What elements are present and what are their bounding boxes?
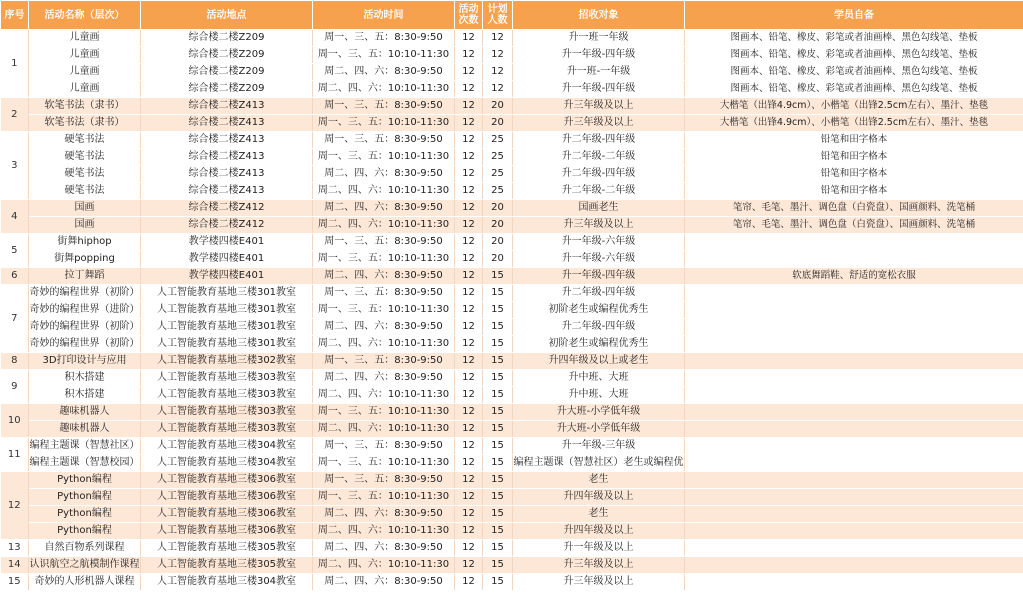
cell-capacity: 15 (483, 353, 513, 370)
cell-activity-name: 儿童画 (29, 47, 141, 64)
table-row (1, 472, 1023, 489)
cell-target: 升一年级-六年级 (513, 234, 685, 251)
row-index: 11 (1, 438, 29, 472)
cell-sessions: 12 (455, 455, 483, 472)
cell-activity-name: 街舞hiphop (29, 234, 141, 251)
table-row (1, 64, 1023, 81)
cell-sessions: 12 (455, 132, 483, 149)
cell-capacity: 25 (483, 132, 513, 149)
cell-materials (685, 387, 1023, 404)
cell-capacity: 15 (483, 455, 513, 472)
cell-time: 周一、三、五：10:10-11:30 (313, 404, 455, 421)
cell-activity-name: 国画 (29, 217, 141, 234)
cell-time: 周二、四、六：8:30-9:50 (313, 64, 455, 81)
cell-capacity: 15 (483, 489, 513, 506)
cell-materials (685, 353, 1023, 370)
row-index: 8 (1, 353, 29, 370)
cell-target: 升三年级及以上 (513, 115, 685, 132)
table-row (1, 200, 1023, 217)
cell-sessions: 12 (455, 234, 483, 251)
cell-target: 老生 (513, 472, 685, 489)
cell-location: 人工智能教育基地三楼305教室 (141, 540, 313, 557)
cell-sessions: 12 (455, 98, 483, 115)
cell-capacity: 15 (483, 574, 513, 591)
cell-activity-name: 认识航空之航模制作课程 (29, 557, 141, 574)
cell-target: 升四年级及以上 (513, 489, 685, 506)
table-row (1, 251, 1023, 268)
row-index: 7 (1, 285, 29, 353)
row-index: 2 (1, 98, 29, 132)
cell-activity-name: 趣味机器人 (29, 404, 141, 421)
header-materials: 学员自备 (685, 1, 1023, 30)
cell-time: 周二、四、六：10:10-11:30 (313, 81, 455, 98)
table-row (1, 523, 1023, 540)
cell-activity-name: 趣味机器人 (29, 421, 141, 438)
cell-time: 周一、三、五：8:30-9:50 (313, 132, 455, 149)
row-index: 14 (1, 557, 29, 574)
cell-target: 升一班-一年级 (513, 64, 685, 81)
cell-activity-name: 3D打印设计与应用 (29, 353, 141, 370)
cell-capacity: 12 (483, 64, 513, 81)
cell-materials (685, 438, 1023, 455)
cell-time: 周二、四、六：10:10-11:30 (313, 336, 455, 353)
cell-sessions: 12 (455, 557, 483, 574)
cell-sessions: 12 (455, 438, 483, 455)
cell-materials (685, 370, 1023, 387)
cell-location: 人工智能教育基地三楼303教室 (141, 370, 313, 387)
cell-materials (685, 506, 1023, 523)
cell-capacity: 25 (483, 149, 513, 166)
cell-time: 周一、三、五：8:30-9:50 (313, 98, 455, 115)
cell-location: 综合楼二楼Z413 (141, 149, 313, 166)
cell-sessions: 12 (455, 506, 483, 523)
cell-location: 教学楼四楼E401 (141, 268, 313, 285)
table-row (1, 166, 1023, 183)
table-row (1, 353, 1023, 370)
cell-target: 升二年级-二年级 (513, 149, 685, 166)
row-index: 10 (1, 404, 29, 438)
cell-materials (685, 234, 1023, 251)
cell-target: 升二年级-四年级 (513, 319, 685, 336)
cell-capacity: 20 (483, 200, 513, 217)
table-row (1, 506, 1023, 523)
table-row (1, 557, 1023, 574)
cell-location: 人工智能教育基地三楼306教室 (141, 472, 313, 489)
cell-sessions: 12 (455, 319, 483, 336)
cell-target: 升三年级及以上 (513, 98, 685, 115)
cell-materials (685, 404, 1023, 421)
cell-activity-name: Python编程 (29, 506, 141, 523)
table-row (1, 455, 1023, 472)
cell-sessions: 12 (455, 285, 483, 302)
cell-materials: 笔帘、毛笔、墨汁、调色盘（白瓷盘）、国画颜料、洗笔桶 (685, 200, 1023, 217)
cell-target: 升二年级-二年级 (513, 183, 685, 200)
cell-activity-name: 编程主题课（智慧社区） (29, 438, 141, 455)
cell-time: 周二、四、六：8:30-9:50 (313, 506, 455, 523)
cell-time: 周一、三、五：8:30-9:50 (313, 30, 455, 47)
cell-capacity: 15 (483, 319, 513, 336)
cell-target: 升二年级-四年级 (513, 132, 685, 149)
cell-time: 周一、三、五：8:30-9:50 (313, 472, 455, 489)
cell-target: 升一年级-四年级 (513, 81, 685, 98)
cell-location: 人工智能教育基地三楼303教室 (141, 404, 313, 421)
cell-activity-name: 儿童画 (29, 81, 141, 98)
table-row (1, 268, 1023, 285)
cell-sessions: 12 (455, 387, 483, 404)
cell-capacity: 15 (483, 540, 513, 557)
cell-activity-name: Python编程 (29, 489, 141, 506)
cell-sessions: 12 (455, 540, 483, 557)
cell-materials: 铅笔和田字格本 (685, 166, 1023, 183)
table-row (1, 574, 1023, 591)
cell-materials: 大楷笔（出锋4.9cm）、小楷笔（出锋2.5cm左右）、墨汁、垫毯 (685, 98, 1023, 115)
cell-sessions: 12 (455, 353, 483, 370)
cell-location: 人工智能教育基地三楼306教室 (141, 506, 313, 523)
cell-capacity: 15 (483, 336, 513, 353)
cell-activity-name: 国画 (29, 200, 141, 217)
cell-target: 升二年级-四年级 (513, 166, 685, 183)
cell-materials (685, 540, 1023, 557)
table-row (1, 336, 1023, 353)
cell-time: 周二、四、六：8:30-9:50 (313, 370, 455, 387)
cell-activity-name: 街舞popping (29, 251, 141, 268)
cell-materials (685, 523, 1023, 540)
table-row (1, 47, 1023, 64)
cell-sessions: 12 (455, 472, 483, 489)
cell-capacity: 15 (483, 387, 513, 404)
cell-location: 人工智能教育基地三楼302教室 (141, 353, 313, 370)
cell-time: 周二、四、六：10:10-11:30 (313, 387, 455, 404)
cell-time: 周一、三、五：10:10-11:30 (313, 149, 455, 166)
cell-sessions: 12 (455, 251, 483, 268)
cell-materials (685, 302, 1023, 319)
cell-capacity: 20 (483, 234, 513, 251)
cell-target: 升中班、大班 (513, 387, 685, 404)
cell-materials (685, 336, 1023, 353)
cell-activity-name: 编程主题课（智慧校园） (29, 455, 141, 472)
header-index: 序号 (1, 1, 29, 30)
cell-sessions: 12 (455, 166, 483, 183)
table-row (1, 132, 1023, 149)
cell-target: 升四年级及以上或老生 (513, 353, 685, 370)
cell-location: 人工智能教育基地三楼306教室 (141, 523, 313, 540)
cell-activity-name: 硬笔书法 (29, 183, 141, 200)
cell-materials (685, 472, 1023, 489)
cell-location: 综合楼二楼Z412 (141, 217, 313, 234)
cell-materials: 铅笔和田字格本 (685, 183, 1023, 200)
row-index: 13 (1, 540, 29, 557)
table-row (1, 98, 1023, 115)
table-row (1, 540, 1023, 557)
cell-capacity: 25 (483, 166, 513, 183)
cell-target: 编程主题课（智慧社区）老生或编程优 (513, 455, 685, 472)
cell-sessions: 12 (455, 183, 483, 200)
header-target: 招收对象 (513, 1, 685, 30)
cell-location: 人工智能教育基地三楼301教室 (141, 285, 313, 302)
row-index: 4 (1, 200, 29, 234)
table-row (1, 438, 1023, 455)
cell-target: 升大班-小学低年级 (513, 421, 685, 438)
cell-materials (685, 557, 1023, 574)
cell-time: 周一、三、五：10:10-11:30 (313, 115, 455, 132)
cell-time: 周一、三、五：8:30-9:50 (313, 353, 455, 370)
cell-time: 周一、三、五：8:30-9:50 (313, 438, 455, 455)
cell-target: 升三年级及以上 (513, 217, 685, 234)
cell-capacity: 20 (483, 115, 513, 132)
table-row (1, 370, 1023, 387)
cell-sessions: 12 (455, 30, 483, 47)
cell-location: 人工智能教育基地三楼306教室 (141, 489, 313, 506)
cell-materials: 图画本、铅笔、橡皮、彩笔或者油画棒、黑色勾线笔、垫板 (685, 47, 1023, 64)
cell-sessions: 12 (455, 404, 483, 421)
cell-sessions: 12 (455, 523, 483, 540)
cell-target: 升一年级-六年级 (513, 251, 685, 268)
cell-activity-name: 积木搭建 (29, 387, 141, 404)
cell-sessions: 12 (455, 64, 483, 81)
cell-materials: 笔帘、毛笔、墨汁、调色盘（白瓷盘）、国画颜料、洗笔桶 (685, 217, 1023, 234)
table-row (1, 302, 1023, 319)
cell-target: 初阶老生或编程优秀生 (513, 336, 685, 353)
cell-location: 人工智能教育基地三楼304教室 (141, 438, 313, 455)
cell-time: 周一、三、五：10:10-11:30 (313, 47, 455, 64)
cell-activity-name: 奇妙的编程世界（初阶） (29, 336, 141, 353)
cell-target: 升一年级及以上 (513, 540, 685, 557)
cell-time: 周一、三、五：8:30-9:50 (313, 285, 455, 302)
cell-target: 升一年级-三年级 (513, 438, 685, 455)
table-row (1, 404, 1023, 421)
table-row (1, 81, 1023, 98)
header-location: 活动地点 (141, 1, 313, 30)
cell-materials (685, 574, 1023, 591)
cell-target: 升一班一年级 (513, 30, 685, 47)
cell-sessions: 12 (455, 370, 483, 387)
cell-sessions: 12 (455, 421, 483, 438)
cell-activity-name: 积木搭建 (29, 370, 141, 387)
cell-target: 升一年级-四年级 (513, 47, 685, 64)
cell-sessions: 12 (455, 574, 483, 591)
header-time: 活动时间 (313, 1, 455, 30)
cell-activity-name: 软笔书法（隶书） (29, 115, 141, 132)
table-row (1, 387, 1023, 404)
cell-capacity: 15 (483, 472, 513, 489)
cell-activity-name: 硬笔书法 (29, 132, 141, 149)
cell-location: 人工智能教育基地三楼304教室 (141, 574, 313, 591)
cell-capacity: 15 (483, 523, 513, 540)
table-row (1, 234, 1023, 251)
cell-sessions: 12 (455, 47, 483, 64)
cell-location: 综合楼二楼Z209 (141, 47, 313, 64)
cell-materials (685, 421, 1023, 438)
cell-location: 人工智能教育基地三楼301教室 (141, 319, 313, 336)
cell-location: 人工智能教育基地三楼301教室 (141, 302, 313, 319)
cell-materials (685, 251, 1023, 268)
cell-time: 周一、三、五：10:10-11:30 (313, 489, 455, 506)
cell-capacity: 15 (483, 421, 513, 438)
cell-materials (685, 455, 1023, 472)
cell-activity-name: 儿童画 (29, 30, 141, 47)
row-index: 3 (1, 132, 29, 200)
cell-capacity: 15 (483, 404, 513, 421)
cell-materials: 铅笔和田字格本 (685, 132, 1023, 149)
cell-materials (685, 489, 1023, 506)
cell-target: 老生 (513, 506, 685, 523)
row-index: 1 (1, 30, 29, 98)
cell-activity-name: 奇妙的人形机器人课程 (29, 574, 141, 591)
cell-capacity: 12 (483, 81, 513, 98)
cell-location: 综合楼二楼Z413 (141, 98, 313, 115)
cell-capacity: 15 (483, 302, 513, 319)
cell-materials (685, 319, 1023, 336)
cell-target: 升中班、大班 (513, 370, 685, 387)
cell-target: 升三年级及以上 (513, 557, 685, 574)
cell-capacity: 20 (483, 251, 513, 268)
row-index: 5 (1, 234, 29, 268)
cell-capacity: 20 (483, 98, 513, 115)
cell-time: 周一、三、五：10:10-11:30 (313, 455, 455, 472)
cell-capacity: 12 (483, 30, 513, 47)
cell-sessions: 12 (455, 200, 483, 217)
cell-target: 升三年级及以上 (513, 574, 685, 591)
table-row (1, 115, 1023, 132)
table-row (1, 30, 1023, 47)
header-activity-name: 活动名称（层次） (29, 1, 141, 30)
cell-time: 周二、四、六：8:30-9:50 (313, 574, 455, 591)
cell-target: 国画老生 (513, 200, 685, 217)
cell-location: 人工智能教育基地三楼301教室 (141, 336, 313, 353)
cell-location: 综合楼二楼Z413 (141, 115, 313, 132)
cell-time: 周一、三、五：8:30-9:50 (313, 234, 455, 251)
cell-location: 综合楼二楼Z209 (141, 30, 313, 47)
cell-activity-name: 奇妙的编程世界（初阶） (29, 319, 141, 336)
cell-location: 人工智能教育基地三楼303教室 (141, 421, 313, 438)
header-sessions: 活动 次数 (455, 1, 483, 30)
cell-location: 教学楼四楼E401 (141, 251, 313, 268)
cell-capacity: 12 (483, 47, 513, 64)
cell-time: 周二、四、六：10:10-11:30 (313, 183, 455, 200)
cell-location: 综合楼二楼Z209 (141, 81, 313, 98)
cell-capacity: 25 (483, 183, 513, 200)
cell-materials: 图画本、铅笔、橡皮、彩笔或者油画棒、黑色勾线笔、垫板 (685, 81, 1023, 98)
cell-location: 人工智能教育基地三楼304教室 (141, 455, 313, 472)
cell-location: 人工智能教育基地三楼303教室 (141, 387, 313, 404)
cell-time: 周二、四、六：8:30-9:50 (313, 319, 455, 336)
cell-capacity: 15 (483, 285, 513, 302)
cell-time: 周二、四、六：8:30-9:50 (313, 200, 455, 217)
row-index: 9 (1, 370, 29, 404)
table-row (1, 285, 1023, 302)
cell-materials: 铅笔和田字格本 (685, 149, 1023, 166)
cell-activity-name: 奇妙的编程世界（进阶） (29, 302, 141, 319)
cell-location: 综合楼二楼Z412 (141, 200, 313, 217)
cell-target: 升二年级-四年级 (513, 285, 685, 302)
cell-time: 周二、四、六：10:10-11:30 (313, 557, 455, 574)
cell-activity-name: 硬笔书法 (29, 166, 141, 183)
cell-materials (685, 285, 1023, 302)
cell-time: 周二、四、六：10:10-11:30 (313, 217, 455, 234)
cell-target: 升四年级及以上 (513, 523, 685, 540)
cell-sessions: 12 (455, 489, 483, 506)
cell-time: 周二、四、六：10:10-11:30 (313, 523, 455, 540)
table-row (1, 489, 1023, 506)
cell-materials: 软底舞蹈鞋、舒适的宽松衣服 (685, 268, 1023, 285)
cell-sessions: 12 (455, 217, 483, 234)
table-row (1, 421, 1023, 438)
cell-activity-name: 儿童画 (29, 64, 141, 81)
cell-sessions: 12 (455, 115, 483, 132)
cell-target: 升大班-小学低年级 (513, 404, 685, 421)
cell-capacity: 15 (483, 268, 513, 285)
cell-target: 初阶老生或编程优秀生 (513, 302, 685, 319)
cell-activity-name: 拉丁舞蹈 (29, 268, 141, 285)
cell-time: 周二、四、六：8:30-9:50 (313, 540, 455, 557)
cell-activity-name: 自然百物系列课程 (29, 540, 141, 557)
cell-time: 周二、四、六：10:10-11:30 (313, 421, 455, 438)
cell-location: 综合楼二楼Z413 (141, 183, 313, 200)
cell-activity-name: Python编程 (29, 523, 141, 540)
cell-capacity: 15 (483, 438, 513, 455)
table-row (1, 319, 1023, 336)
cell-location: 综合楼二楼Z209 (141, 64, 313, 81)
cell-location: 教学楼四楼E401 (141, 234, 313, 251)
cell-capacity: 15 (483, 557, 513, 574)
cell-activity-name: 软笔书法（隶书） (29, 98, 141, 115)
cell-target: 升一年级-四年级 (513, 268, 685, 285)
cell-sessions: 12 (455, 149, 483, 166)
cell-time: 周一、三、五：10:10-11:30 (313, 302, 455, 319)
cell-sessions: 12 (455, 302, 483, 319)
cell-materials: 图画本、铅笔、橡皮、彩笔或者油画棒、黑色勾线笔、垫板 (685, 64, 1023, 81)
cell-time: 周二、四、六：8:30-9:50 (313, 166, 455, 183)
table-row (1, 217, 1023, 234)
cell-sessions: 12 (455, 336, 483, 353)
table-row (1, 183, 1023, 200)
cell-time: 周二、四、六：8:30-9:50 (313, 268, 455, 285)
cell-capacity: 20 (483, 217, 513, 234)
cell-time: 周一、三、五：10:10-11:30 (313, 251, 455, 268)
cell-activity-name: Python编程 (29, 472, 141, 489)
cell-activity-name: 奇妙的编程世界（初阶） (29, 285, 141, 302)
cell-sessions: 12 (455, 81, 483, 98)
header-capacity: 计划 人数 (483, 1, 513, 30)
cell-capacity: 15 (483, 370, 513, 387)
table-row (1, 149, 1023, 166)
cell-sessions: 12 (455, 268, 483, 285)
row-index: 12 (1, 472, 29, 540)
cell-materials: 大楷笔（出锋4.9cm）、小楷笔（出锋2.5cm左右）、墨汁、垫毯 (685, 115, 1023, 132)
cell-materials: 图画本、铅笔、橡皮、彩笔或者油画棒、黑色勾线笔、垫板 (685, 30, 1023, 47)
header-row (1, 1, 1023, 30)
cell-location: 人工智能教育基地三楼305教室 (141, 557, 313, 574)
cell-activity-name: 硬笔书法 (29, 149, 141, 166)
cell-location: 综合楼二楼Z413 (141, 132, 313, 149)
cell-capacity: 15 (483, 506, 513, 523)
row-index: 15 (1, 574, 29, 591)
cell-location: 综合楼二楼Z413 (141, 166, 313, 183)
row-index: 6 (1, 268, 29, 285)
